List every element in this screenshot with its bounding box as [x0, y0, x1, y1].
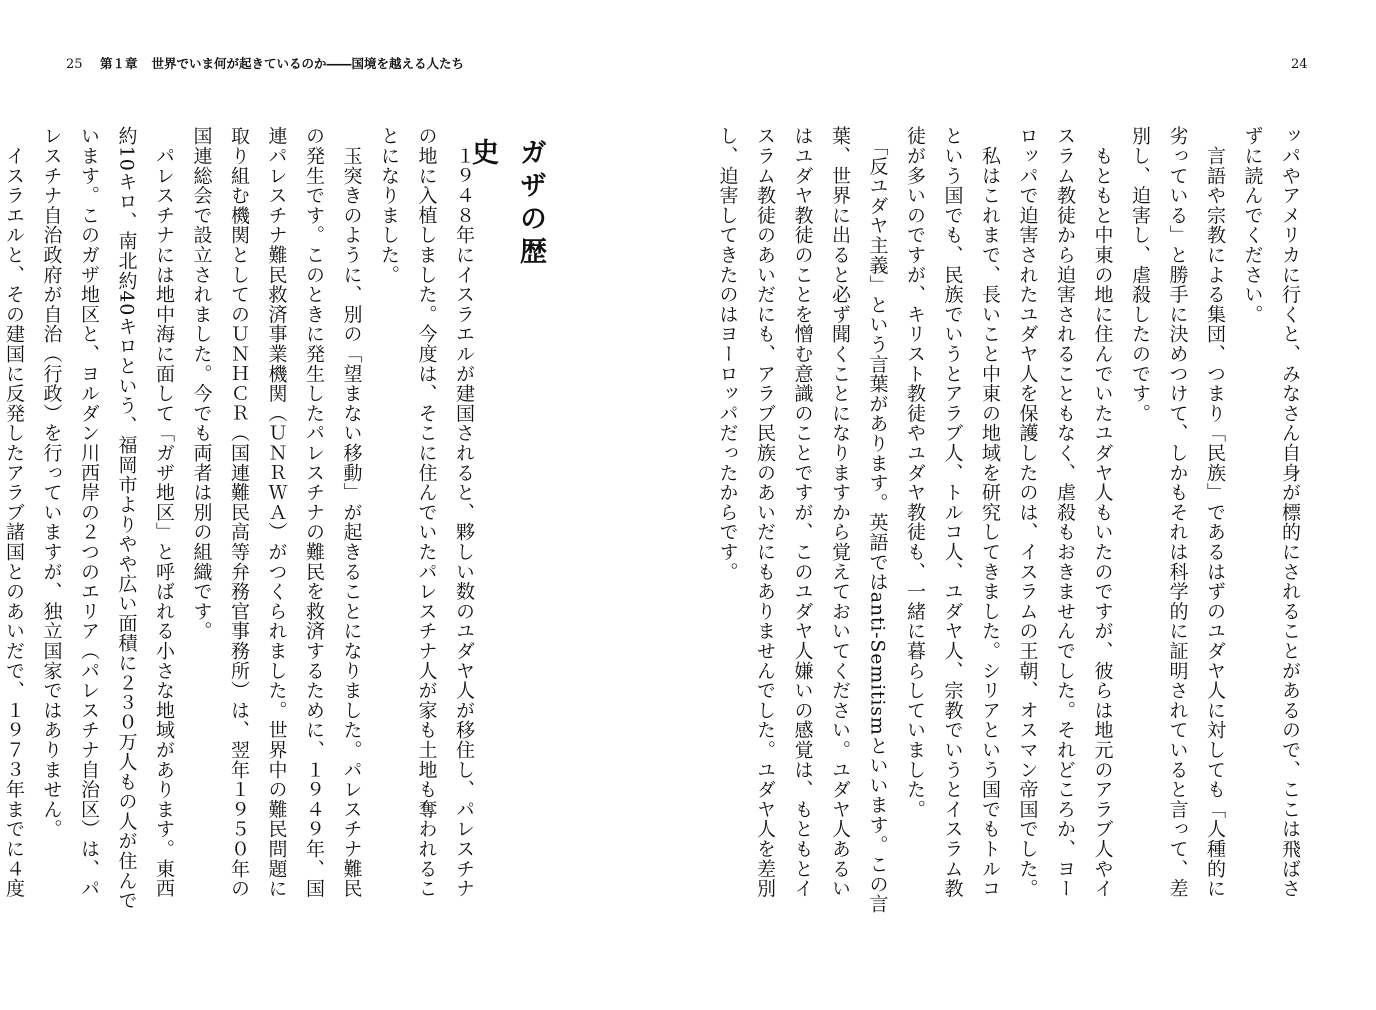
- chapter-title: 世界でいま何が起きているのか――国境を越える人たち: [151, 56, 465, 71]
- section-title: ガザの歴史: [467, 138, 546, 270]
- text-line: ッパやアメリカに行くと、みなさん自身が標的にされることがあるので、ここは飛ばさ: [1279, 126, 1301, 899]
- text-line: 別し、迫害し、虐殺したのです。: [1129, 126, 1151, 423]
- running-header: [100, 55, 464, 73]
- text-line: 徒が多いのですが、キリスト教徒やユダヤ教徒も、一緒に暮らしていました。: [904, 126, 926, 819]
- text-line: パレスチナには地中海に面して「ガザ地区」と呼ばれる小さな地域があります。東西: [153, 126, 175, 899]
- text-line: 私はこれまで、長いこと中東の地域を研究してきました。シリアという国でもトルコ: [979, 126, 1001, 899]
- body-text: [708, 126, 1308, 914]
- text-line: イスラエルと、その建国に反発したアラブ諸国とのあいだで、１９７３年までに４度: [3, 126, 25, 899]
- text-line: 約10キロ、南北約40キロという、福岡市よりやや広い面積に２３０万人もの人が住んで: [115, 126, 138, 911]
- text-line: 葉、世界に出ると必ず聞くことになりますから覚えておいてください。ユダヤ人あるい: [829, 126, 851, 899]
- text-line: 玉突きのように、別の「望まない移動」が起きることになりました。パレスチナ難民: [340, 126, 363, 899]
- text-line: １９４８年にイスラエルが建国されると、夥しい数のユダヤ人が移住し、パレスチナ: [453, 126, 475, 899]
- text-line: 連パレスチナ難民救済事業機関（ＵＮＲＷＡ）がつくられました。世界中の難民問題に: [265, 126, 288, 899]
- page-number: 24: [1291, 57, 1308, 72]
- text-line: という国でも、民族でいうとアラブ人、トルコ人、ユダヤ人、宗教でいうとイスラム教: [941, 126, 964, 899]
- text-line: もともと中東の地に住んでいたユダヤ人もいたのですが、彼らは地元のアラブ人やイ: [1091, 126, 1114, 899]
- page-number: 25: [66, 57, 83, 72]
- text-line: レスチナ自治政府が自治（行政）を行っていますが、独立国家ではありません。: [40, 126, 63, 839]
- text-line: スラム教徒のあいだにも、アラブ民族のあいだにもありませんでした。ユダヤ人を差別: [754, 126, 776, 899]
- text-line: ロッパで迫害されたユダヤ人を保護したのは、イスラムの王朝、オスマン帝国でした。: [1016, 126, 1039, 899]
- text-line: 言語や宗教による集団、つまり「民族」であるはずのユダヤ人に対しても「人種的に: [1204, 126, 1226, 899]
- text-line: 劣っている」と勝手に決めつけて、しかもそれは科学的に証明されていると言って、差: [1166, 126, 1189, 899]
- text-line: ずに読んでください。: [1241, 126, 1264, 324]
- body-text: [0, 126, 482, 911]
- text-line: の地に入植しました。今度は、そこに住んでいたパレスチナ人が家も土地も奪われるこ: [415, 126, 438, 899]
- text-line: スラム教徒から迫害されることもなく、虐殺もおきませんでした。それどころか、ヨー: [1054, 126, 1076, 899]
- text-line: とになりました。: [378, 126, 400, 285]
- text-line: 「反ユダヤ主義」という言葉があります。英語ではanti-Semitismといいます。この言: [866, 126, 889, 914]
- text-line: 取り組む機関としてのＵＮＨＣＲ（国連難民高等弁務官事務所）は、翌年１９５０年の: [228, 126, 250, 899]
- text-line: はユダヤ教徒のことを憎む意識のことですが、このユダヤ人嫌いの感覚は、もともとイ: [791, 126, 814, 899]
- text-line: し、迫害してきたのはヨーロッパだったからです。: [716, 126, 739, 582]
- text-line: います。このガザ地区と、ヨルダン川西岸の２つのエリア（パレスチナ自治区）は、パ: [78, 126, 100, 899]
- text-line: 国連総会で設立されました。今でも両者は別の組織です。: [190, 126, 213, 641]
- text-line: の発生です。このときに発生したパレスチナの難民を救済するために、１９４９年、国: [303, 126, 325, 899]
- right-page: [688, 0, 1376, 1010]
- chapter-label: 第１章: [100, 56, 138, 71]
